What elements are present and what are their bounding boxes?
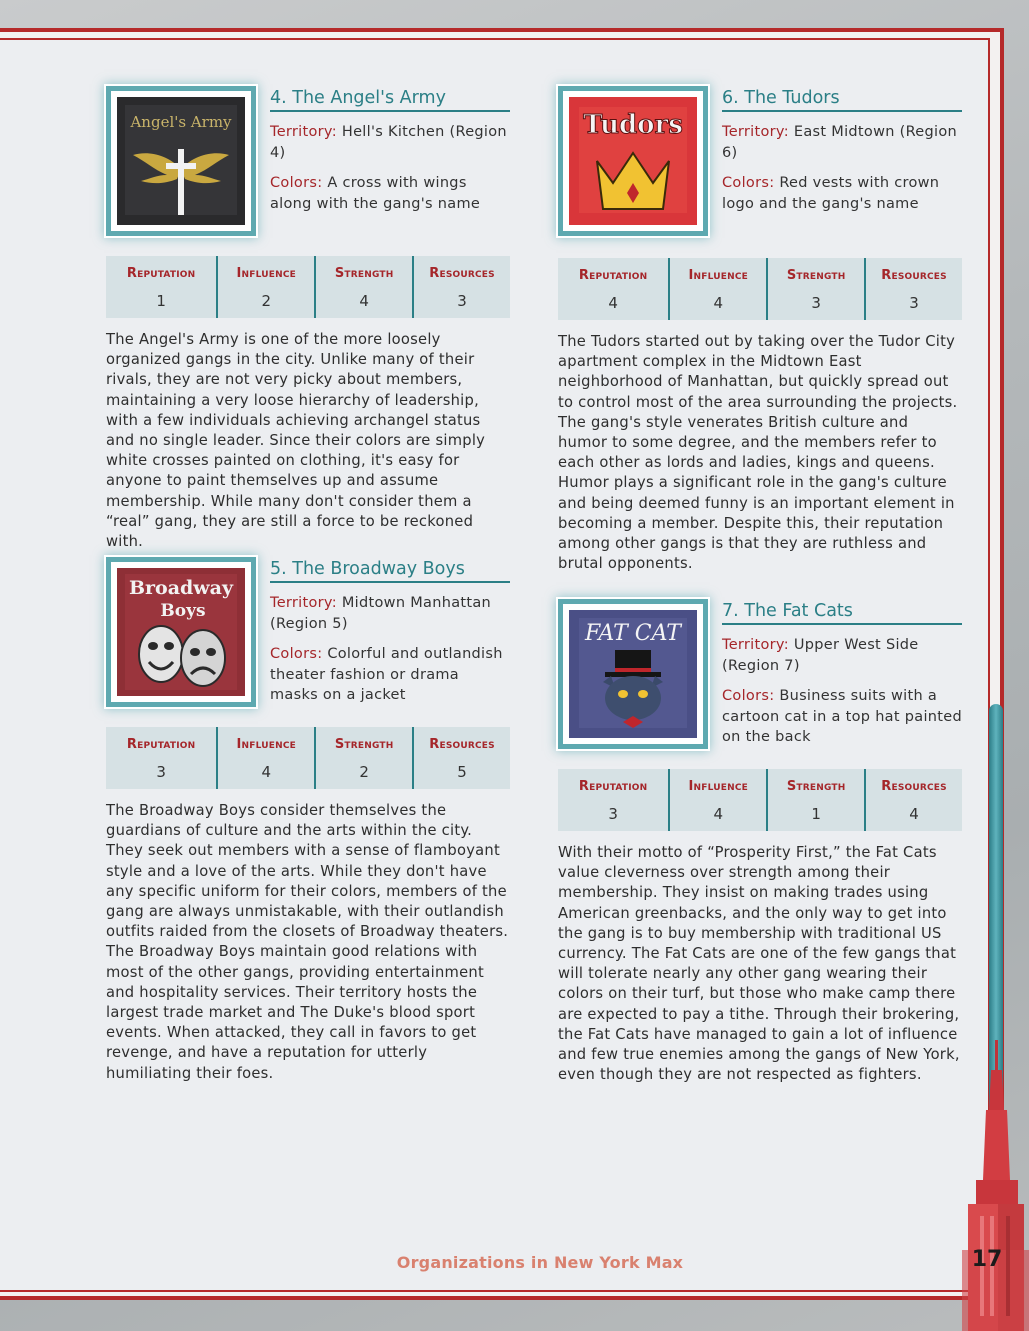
stat-value: 3 [156, 763, 166, 781]
stats-table [106, 256, 510, 318]
stat-strength: Strength 2 [314, 727, 412, 789]
stat-influence: Influence 4 [668, 769, 766, 831]
stats-table [558, 769, 962, 831]
gang-title: 7. The Fat Cats [722, 599, 962, 625]
angels-army-logo [106, 86, 256, 236]
fat-cats-logo [558, 599, 708, 749]
stat-value: 3 [608, 805, 618, 823]
territory-value: Hell's Kitchen (Region 4) [270, 124, 507, 161]
gang-entry-broadway-boys [106, 557, 510, 1084]
colors-field [722, 686, 962, 748]
stat-value: 3 [457, 292, 467, 310]
stat-strength: Strength 1 [766, 769, 864, 831]
territory-value: Upper West Side (Region 7) [722, 637, 919, 674]
broadway-boys-logo [106, 557, 256, 707]
stat-influence: Influence 4 [668, 258, 766, 320]
colors-field [270, 644, 510, 706]
stat-value: 2 [359, 763, 369, 781]
stat-reputation: Reputation 3 [558, 769, 668, 831]
stat-value: 5 [457, 763, 467, 781]
stat-value: 1 [811, 805, 821, 823]
colors-label: Colors: [722, 175, 775, 191]
colors-value: Red vests with crown logo and the gang's name [722, 175, 940, 212]
stat-value: 1 [156, 292, 166, 310]
gang-description: The Angel's Army is one of the more loosely organized gangs in the city. Unlike many of their rivals, they are not very picky about members, maintaining a very loose hierarchy of leadership, with a few individuals achieving archangel status and no single leader. Since their colors are simply white crosses painted on clothing, it's easy for anyone to paint themselves up and assume membership. While many don't consider them a “real” gang, they are still a force to be reckoned with. [106, 331, 486, 551]
territory-field [722, 122, 962, 163]
stats-table [106, 727, 510, 789]
stat-reputation: Reputation 4 [558, 258, 668, 320]
territory-label: Territory: [270, 124, 337, 140]
stat-value: 4 [713, 294, 724, 312]
tower-illustration [962, 1040, 1029, 1331]
stat-value: 4 [261, 763, 272, 781]
stat-value: 4 [713, 805, 724, 823]
colors-label: Colors: [270, 175, 323, 191]
territory-field [270, 593, 510, 634]
page-number: 17 [971, 1247, 1003, 1272]
stat-resources: Resources 3 [412, 256, 510, 318]
gang-entry-fat-cats [558, 599, 962, 1085]
gang-description: The Broadway Boys consider themselves the guardians of culture and the arts within the city. They seek out members with a sense of flamboyant style and a love of the arts. While they don't have any specific uniform for their colors, members of the gang are always unmistakable, with their outlandish outfits raided from the closets of Broadway theaters. The Broadway Boys maintain good relations with most of the other gangs, providing entertainment and hospitality services. Their territory hosts the largest trade market and The Duke's blood sport events. When attacked, they call in favors to get revenge, and have a reputation for utterly humiliating their foes. [106, 802, 509, 1082]
angels-army-logo-text: Angel's Army [130, 113, 232, 131]
stat-reputation: Reputation 3 [106, 727, 216, 789]
colors-value: A cross with wings along with the gang's name [270, 175, 481, 212]
fat-cats-logo-text: FAT CAT [585, 621, 681, 646]
stats-table [558, 258, 962, 320]
broadway-boys-logo-text-1: Broadway [128, 577, 234, 599]
broadway-boys-logo-text-2: Boys [160, 601, 206, 621]
territory-label: Territory: [722, 124, 789, 140]
stat-value: 3 [909, 294, 919, 312]
stat-value: 4 [909, 805, 919, 823]
tudors-logo [558, 86, 708, 236]
colors-field [722, 173, 962, 214]
stat-value: 4 [359, 292, 369, 310]
territory-value: East Midtown (Region 6) [722, 124, 958, 161]
colors-value: Business suits with a cartoon cat in a top hat painted on the back [722, 688, 962, 745]
stat-strength: Strength 4 [314, 256, 412, 318]
stat-resources: Resources 5 [412, 727, 510, 789]
territory-label: Territory: [270, 595, 337, 611]
gang-title: 4. The Angel's Army [270, 86, 510, 112]
territory-label: Territory: [722, 637, 789, 653]
stat-value: 4 [608, 294, 618, 312]
stat-reputation: Reputation 1 [106, 256, 216, 318]
territory-field [270, 122, 510, 163]
stat-influence: Influence 4 [216, 727, 314, 789]
gang-entry-tudors [558, 86, 962, 574]
gang-entry-angels-army [106, 86, 510, 552]
territory-value: Midtown Manhattan (Region 5) [270, 595, 492, 632]
colors-label: Colors: [270, 646, 323, 662]
stat-influence: Influence 2 [216, 256, 314, 318]
stat-resources: Resources 4 [864, 769, 962, 831]
footer-title: Organizations in New York Max [396, 1253, 684, 1272]
territory-field [722, 635, 962, 676]
colors-value: Colorful and outlandish theater fashion or drama masks on a jacket [270, 646, 503, 703]
colors-label: Colors: [722, 688, 775, 704]
tudors-logo-text: Tudors [583, 110, 683, 140]
stat-strength: Strength 3 [766, 258, 864, 320]
colors-field [270, 173, 510, 214]
gang-description: With their motto of “Prosperity First,” the Fat Cats value cleverness over strength among their membership. They insist on making trades using American greenbacks, and the only way to get into the gang is to buy membership with traditional US currency. The Fat Cats are one of the few gangs that will tolerate nearly any other gang wearing their colors on their turf, but those who make camp there are expected to pay a tithe. Through their brokering, the Fat Cats have managed to gain a lot of influence and few true enemies among the gangs of New York, even though they are not respected as fighters. [558, 844, 960, 1084]
stat-value: 3 [811, 294, 821, 312]
stat-value: 2 [261, 292, 272, 310]
gang-title: 6. The Tudors [722, 86, 962, 112]
gang-description: The Tudors started out by taking over the Tudor City apartment complex in the Midtown East neighborhood of Manhattan, but quickly spread out to control most of the area surrounding the projects. The gang's style venerates British culture and humor to some degree, and the members refer to each other as lords and ladies, kings and queens. Humor plays a significant role in the gang's culture and being deemed funny is an important element in becoming a member. Despite this, their reputation among other gangs is that they are ruthless and brutal opponents. [558, 333, 958, 573]
stat-resources: Resources 3 [864, 258, 962, 320]
gang-title: 5. The Broadway Boys [270, 557, 510, 583]
